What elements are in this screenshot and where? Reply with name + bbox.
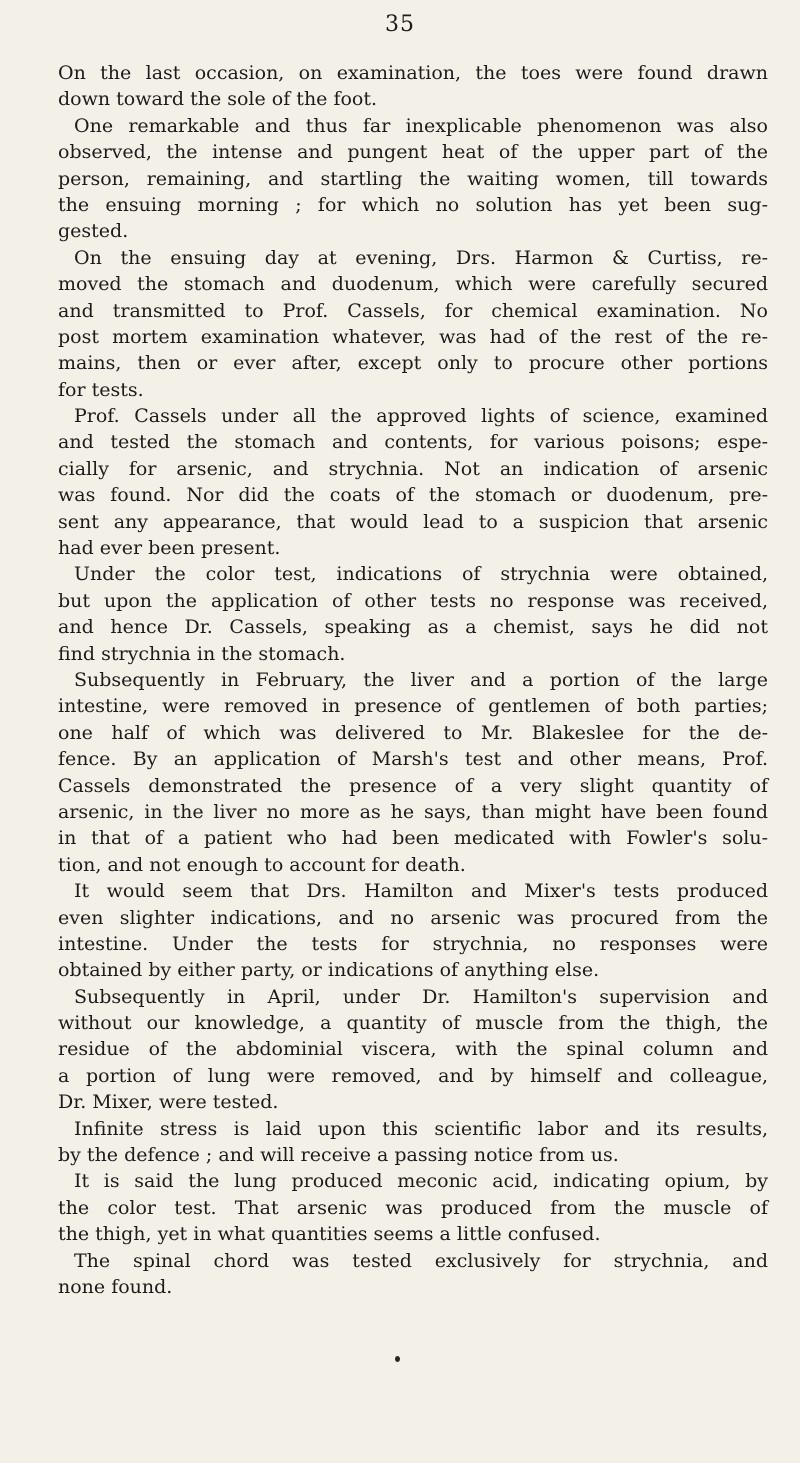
text-line: and hence Dr. Cassels, speaking as a chemist, says he did not: [58, 616, 768, 639]
text-line: It is said the lung produced meconic acid, indicating opium, by: [74, 1170, 768, 1193]
text-line: Subsequently in February, the liver and a portion of the large: [74, 668, 768, 691]
stray-ink-dot: [395, 1356, 400, 1362]
text-line: mains, then or ever after, except only to procure other portions: [58, 352, 768, 375]
text-line: obtained by either party, or indications of anything else.: [58, 959, 600, 982]
text-line: tion, and not enough to account for death.: [58, 853, 466, 876]
text-line: Under the color test, indications of strychnia were obtained,: [74, 563, 768, 586]
text-line: Prof. Cassels under all the approved lights of science, examined: [74, 405, 768, 428]
text-line: intestine. Under the tests for strychnia, no responses were: [58, 932, 768, 955]
page-number: 35: [385, 12, 415, 37]
text-line: even slighter indications, and no arsenic was procured from the: [58, 906, 768, 929]
text-line: the ensuing morning ; for which no solution has yet been sug-: [58, 193, 768, 216]
text-line: one half of which was delivered to Mr. Blakeslee for the de-: [58, 721, 768, 744]
text-line: Subsequently in April, under Dr. Hamilton's supervision and: [74, 985, 768, 1008]
page-text-body: [58, 60, 768, 1300]
text-line: fence. By an application of Marsh's test and other means, Prof.: [58, 748, 768, 771]
text-line: The spinal chord was tested exclusively for strychnia, and: [74, 1249, 768, 1272]
text-line: in that of a patient who had been medicated with Fowler's solu-: [58, 827, 768, 850]
text-line: arsenic, in the liver no more as he says, than might have been found: [58, 800, 768, 823]
text-line: observed, the intense and pungent heat of the upper part of the: [58, 141, 768, 164]
text-line: Infinite stress is laid upon this scientific labor and its results,: [74, 1117, 768, 1140]
text-line: On the ensuing day at evening, Drs. Harmon & Curtiss, re-: [74, 246, 768, 269]
text-line: was found. Nor did the coats of the stomach or duodenum, pre-: [58, 484, 768, 507]
text-line: Dr. Mixer, were tested.: [58, 1091, 279, 1114]
text-line: sent any appearance, that would lead to a suspicion that arsenic: [58, 510, 768, 533]
text-line: and tested the stomach and contents, for various poisons; espe-: [58, 431, 768, 454]
text-line: without our knowledge, a quantity of muscle from the thigh, the: [58, 1012, 768, 1035]
text-line: person, remaining, and startling the waiting women, till towards: [58, 167, 768, 190]
text-line: by the defence ; and will receive a passing notice from us.: [58, 1144, 619, 1167]
text-line: Cassels demonstrated the presence of a very slight quantity of: [58, 774, 768, 797]
text-line: had ever been present.: [58, 537, 281, 560]
text-line: find strychnia in the stomach.: [58, 642, 346, 665]
text-line: moved the stomach and duodenum, which were carefully secured: [58, 273, 768, 296]
text-line: but upon the application of other tests no response was received,: [58, 589, 768, 612]
text-line: a portion of lung were removed, and by himself and colleague,: [58, 1064, 768, 1087]
text-line: for tests.: [58, 378, 144, 401]
text-line: and transmitted to Prof. Cassels, for chemical examination. No: [58, 299, 768, 322]
text-line: the color test. That arsenic was produced from the muscle of: [58, 1196, 768, 1219]
text-line: down toward the sole of the foot.: [58, 88, 378, 111]
text-line: none found.: [58, 1275, 173, 1298]
text-line: residue of the abdominial viscera, with the spinal column and: [58, 1038, 768, 1061]
text-line: It would seem that Drs. Hamilton and Mixer's tests produced: [74, 880, 768, 903]
text-line: cially for arsenic, and strychnia. Not an indication of arsenic: [58, 457, 768, 480]
text-line: the thigh, yet in what quantities seems a little confused.: [58, 1223, 601, 1246]
text-line: gested.: [58, 220, 129, 243]
text-line: One remarkable and thus far inexplicable phenomenon was also: [74, 114, 768, 137]
text-line: intestine, were removed in presence of gentlemen of both parties;: [58, 695, 768, 718]
text-line: On the last occasion, on examination, the toes were found drawn: [58, 62, 768, 84]
text-line: post mortem examination whatever, was had of the rest of the re-: [58, 325, 768, 348]
